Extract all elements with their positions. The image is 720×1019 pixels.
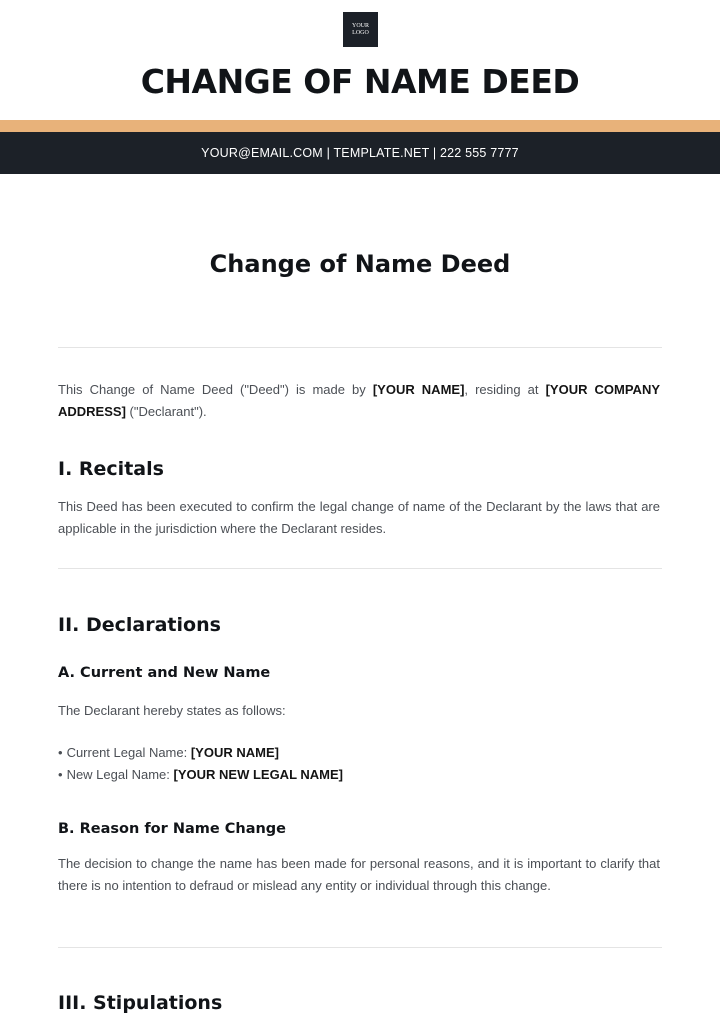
contact-info: YOUR@EMAIL.COM | TEMPLATE.NET | 222 555 7777 — [201, 146, 519, 160]
list-item: • Current Legal Name: [YOUR NAME] — [58, 745, 279, 760]
company-logo — [343, 12, 378, 47]
declarant-name-placeholder: [YOUR NAME] — [372, 382, 465, 397]
subheading-reason: B. Reason for Name Change — [58, 821, 287, 837]
accent-bar — [0, 120, 720, 132]
header-title: CHANGE OF NAME DEED — [140, 62, 580, 101]
declarations-intro: The Declarant hereby states as follows: — [58, 703, 286, 718]
intro-paragraph: This Change of Name Deed ("Deed") is made by [YOUR NAME], residing at [YOUR COMPANY ADDRESS] ("Declarant"). — [58, 382, 661, 419]
divider — [58, 947, 662, 948]
list-item: • New Legal Name: [YOUR NEW LEGAL NAME] — [58, 767, 343, 782]
section-heading-recitals: I. Recitals — [58, 458, 164, 480]
current-name-placeholder: [YOUR NAME] — [190, 745, 279, 760]
new-name-placeholder: [YOUR NEW LEGAL NAME] — [173, 767, 343, 782]
section-heading-declarations: II. Declarations — [58, 614, 221, 636]
logo-text: YOUR LOGO — [351, 22, 369, 36]
document-title: Change of Name Deed — [209, 250, 511, 278]
contact-bar — [0, 132, 720, 174]
recitals-paragraph: This Deed has been executed to confirm the legal change of name of the Declarant by the laws that are applicable in the jurisdiction where the Declarant resides. — [58, 499, 660, 536]
reason-paragraph: The decision to change the name has been made for personal reasons, and it is important to clarify that there is no intention to defraud or mislead any entity or individual through this change. — [58, 856, 660, 893]
section-heading-stipulations: III. Stipulations — [58, 992, 223, 1014]
subheading-current-new-name: A. Current and New Name — [58, 665, 271, 681]
divider — [58, 347, 662, 348]
name-list — [58, 742, 660, 786]
divider — [58, 568, 662, 569]
address-placeholder: [YOUR COMPANY ADDRESS] — [58, 382, 661, 419]
